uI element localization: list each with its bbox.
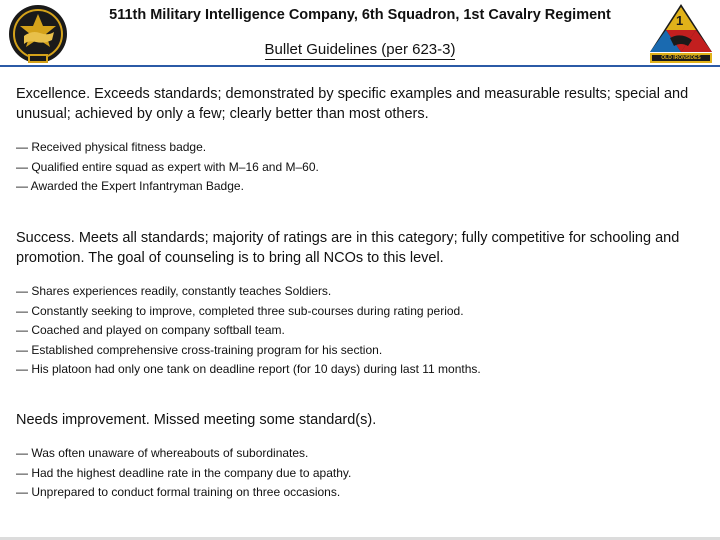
bullet-item: — Awarded the Expert Infantryman Badge.: [16, 179, 244, 193]
bullet-item: — Shares experiences readily, constantly teaches Soldiers.: [16, 284, 332, 298]
bullet-item: — Coached and played on company softball team.: [16, 323, 285, 337]
patch-banner: OLD IRONSIDES: [661, 55, 701, 61]
bullet-item: — His platoon had only one tank on deadline report (for 10 days) during last 11 months.: [16, 362, 481, 376]
bullet-item: — Established comprehensive cross-training program for his section.: [16, 342, 383, 357]
page-title: 511th Military Intelligence Company, 6th Squadron, 1st Cavalry Regiment: [109, 7, 611, 23]
bullet-item: — Was often unaware of whereabouts of subordinates.: [16, 446, 309, 460]
section-heading: Needs improvement. Missed meeting some standard(s).: [16, 412, 377, 428]
patch-number: 1: [676, 13, 684, 28]
bullet-item: — Qualified entire squad as expert with M–16 and M–60.: [16, 159, 319, 174]
page-subtitle: [0, 41, 720, 58]
section-heading: Success. Meets all standards; majority of ratings are in this category; fully competitive for schooling and promotion. The goal of counseling is to bring all NCOs to this level.: [16, 230, 680, 266]
section-heading: Excellence. Exceeds standards; demonstrated by specific examples and measurable results; special and unusual; achieved by only a few; clearly better than most others.: [16, 86, 689, 122]
bullet-list: [16, 282, 696, 380]
bullet-item: — Had the highest deadline rate in the company due to apathy.: [16, 465, 352, 480]
bullet-item: — Constantly seeking to improve, completed three sub-courses during rating period.: [16, 303, 464, 318]
page-subtitle-text: Bullet Guidelines (per 623-3): [264, 41, 456, 58]
section-needs-improvement: [16, 410, 696, 503]
bullet-list: [16, 444, 696, 503]
armored-division-patch-icon: [648, 2, 714, 64]
bullet-item: — Received physical fitness badge.: [16, 140, 207, 154]
header-divider: [0, 65, 720, 67]
section-excellence: [16, 84, 696, 197]
bullet-item: — Unprepared to conduct formal training on three occasions.: [16, 485, 341, 499]
section-success: [16, 228, 696, 380]
bullet-list: [16, 138, 696, 197]
